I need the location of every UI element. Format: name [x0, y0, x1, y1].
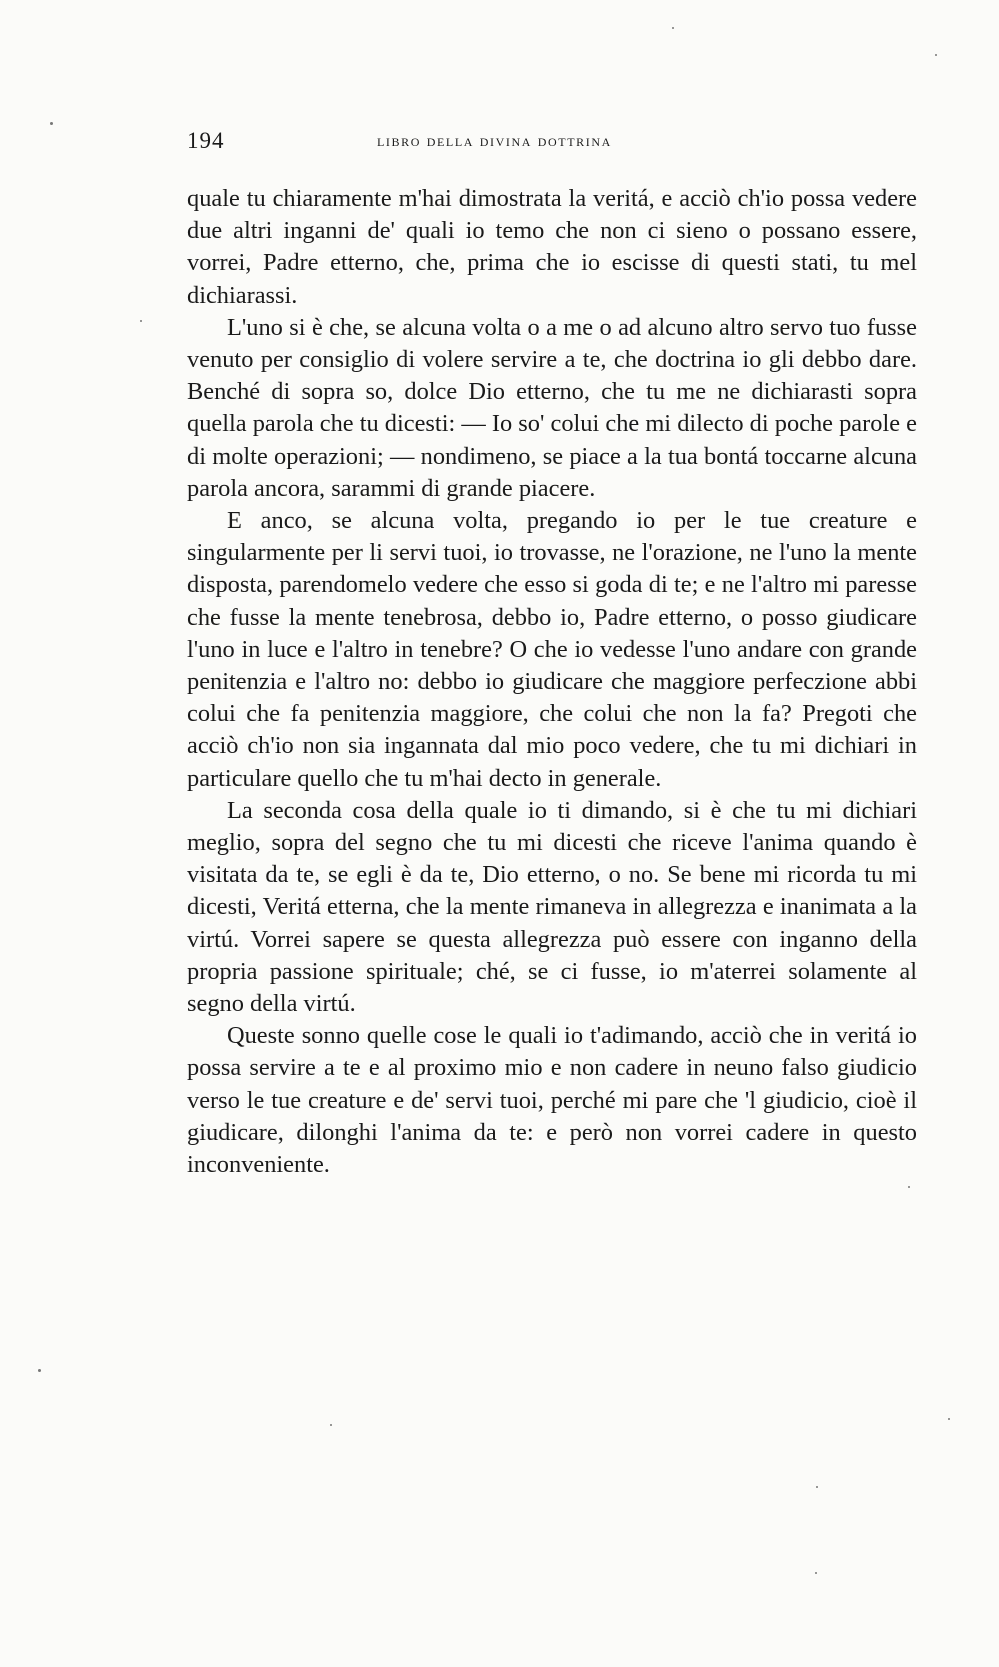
scan-speck [38, 1369, 41, 1372]
paragraph-1: quale tu chiaramente m'hai dimostrata la veritá, e acciò ch'io possa vedere due altri inganni de' quali io temo che non ci sieno o possano essere, vorrei, Padre etterno, che, prima che io escisse di questi stati, tu mel dichiarassi. [187, 185, 917, 309]
scan-speck [140, 320, 142, 322]
body-text [187, 183, 917, 1181]
paragraph-2: L'uno si è che, se alcuna volta o a me o ad alcuno altro servo tuo fusse venuto per consiglio di volere servire a te, che doctrina io gli debbo dare. Benché di sopra so, dolce Dio etterno, che tu me ne dichiarasti sopra quella parola che tu dicesti: — Io so' colui che mi dilecto di poche parole e di molte operazioni; — nondimeno, se piace a la tua bontá toccarne alcuna parola ancora, sarammi di grande piacere. [187, 313, 917, 502]
paragraph-5: Queste sonno quelle cose le quali io t'adimando, acciò che in veritá io possa servire a te e al proximo mio e non cadere in neuno falso giudicio verso le tue creature e de' servi tuoi, perché mi pare che 'l giudicio, cioè il giudicare, dilonghi l'anima da te: e però non vorrei cadere in questo inconveniente. [187, 1022, 917, 1179]
scan-speck [948, 1418, 950, 1420]
paragraph-3: E anco, se alcuna volta, pregando io per le tue creature e singularmente per li servi tuoi, io trovasse, ne l'orazione, ne l'uno la mente disposta, parendomelo vedere che esso si goda di te; e ne l'altro mi paresse che fusse la mente tenebrosa, debbo io, Padre etterno, o posso giudicare l'uno in luce e l'altro in tenebre? O che io vedesse l'uno andare con grande penitenzia e l'altro no: debbo io giudicare che maggiore perfeczione abbi colui che fa penitenzia maggiore, che colui che non la fa? Pregoti che acciò ch'io non sia ingannata dal mio poco vedere, che tu mi dichiari in particulare quello che tu m'hai decto in generale. [187, 507, 917, 792]
scan-speck [672, 27, 674, 29]
scan-speck [816, 1486, 818, 1488]
scan-speck [935, 54, 937, 56]
paragraph-4: La seconda cosa della quale io ti dimando, si è che tu mi dichiari meglio, sopra del segno che tu mi dicesti che riceve l'anima quando è visitata da te, se egli è da te, Dio etterno, o no. Se bene mi ricorda tu mi dicesti, Veritá etterna, che la mente rimaneva in allegrezza e inanimata a la virtú. Vorrei sapere se questa allegrezza può essere con inganno della propria passione spirituale; ché, se ci fusse, io m'aterrei solamente al segno della virtú. [187, 796, 917, 1018]
scan-speck [330, 1424, 332, 1426]
running-title: libro della divina dottrina [377, 131, 612, 150]
scan-speck [815, 1572, 817, 1574]
page-number: 194 [187, 128, 225, 153]
scan-speck [908, 1186, 910, 1188]
running-head [187, 128, 917, 158]
scan-speck [50, 122, 53, 125]
